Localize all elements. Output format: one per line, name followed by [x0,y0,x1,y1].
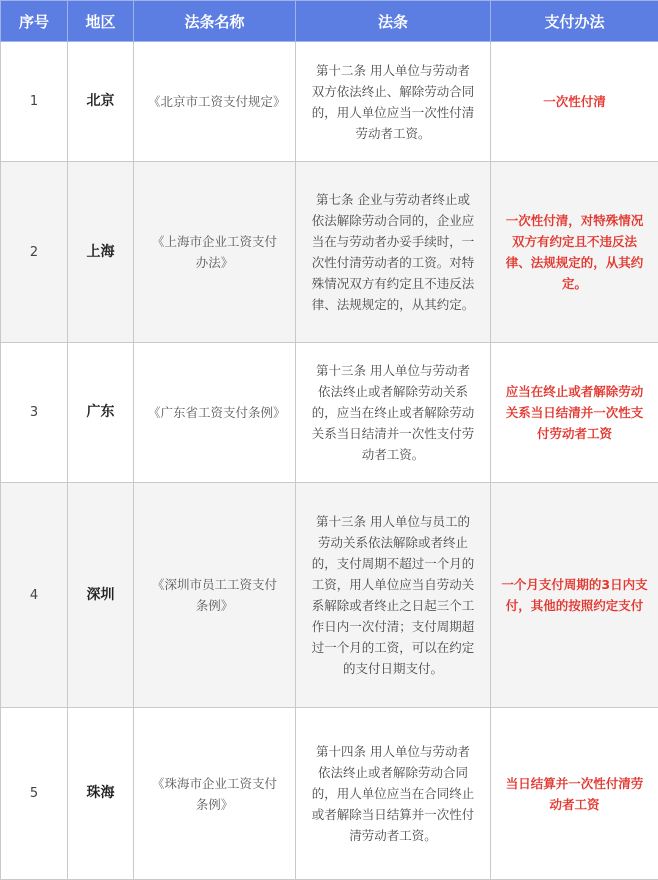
row-law-name: 《上海市企业工资支付办法》 [134,162,296,343]
row-article: 第七条 企业与劳动者终止或依法解除劳动合同的，企业应当在与劳动者办妥手续时，一次性付清劳动者的工资。对特殊情况双方有约定且不违反法律、法规规定的，从其约定。 [296,162,491,343]
row-region: 上海 [68,162,134,343]
row-index: 4 [1,483,68,708]
table-row [1,42,658,162]
row-payment: 一个月支付周期的3日内支付，其他的按照约定支付 [491,483,658,708]
row-index: 5 [1,708,68,880]
row-law-name: 《北京市工资支付规定》 [134,42,296,162]
header-row [1,1,658,42]
row-law-name: 《深圳市员工工资支付条例》 [134,483,296,708]
row-region: 珠海 [68,708,134,880]
row-region: 深圳 [68,483,134,708]
header-region: 地区 [68,1,134,42]
row-index: 2 [1,162,68,343]
header-article: 法条 [296,1,491,42]
row-payment: 当日结算并一次性付清劳动者工资 [491,708,658,880]
table-row [1,343,658,483]
row-region: 广东 [68,343,134,483]
row-article: 第十三条 用人单位与劳动者依法终止或者解除劳动关系的，应当在终止或者解除劳动关系当日结清并一次性支付劳动者工资。 [296,343,491,483]
table-row [1,162,658,343]
header-payment: 支付办法 [491,1,658,42]
header-law-name: 法条名称 [134,1,296,42]
row-article: 第十二条 用人单位与劳动者双方依法终止、解除劳动合同的，用人单位应当一次性付清劳动者工资。 [296,42,491,162]
row-index: 3 [1,343,68,483]
header-index: 序号 [1,1,68,42]
row-article: 第十四条 用人单位与劳动者依法终止或者解除劳动合同的，用人单位应当在合同终止或者解除当日结算并一次性付清劳动者工资。 [296,708,491,880]
row-law-name: 《珠海市企业工资支付条例》 [134,708,296,880]
table-row [1,483,658,708]
row-payment: 一次性付清 [491,42,658,162]
row-index: 1 [1,42,68,162]
row-law-name: 《广东省工资支付条例》 [134,343,296,483]
row-payment: 应当在终止或者解除劳动关系当日结清并一次性支付劳动者工资 [491,343,658,483]
row-region: 北京 [68,42,134,162]
table-row [1,708,658,880]
row-article: 第十三条 用人单位与员工的劳动关系依法解除或者终止的，支付周期不超过一个月的工资，用人单位应当自劳动关系解除或者终止之日起三个工作日内一次付清；支付周期超过一个月的工资，可以在约定的支付日期支付。 [296,483,491,708]
row-payment: 一次性付清，对特殊情况双方有约定且不违反法律、法规规定的，从其约定。 [491,162,658,343]
